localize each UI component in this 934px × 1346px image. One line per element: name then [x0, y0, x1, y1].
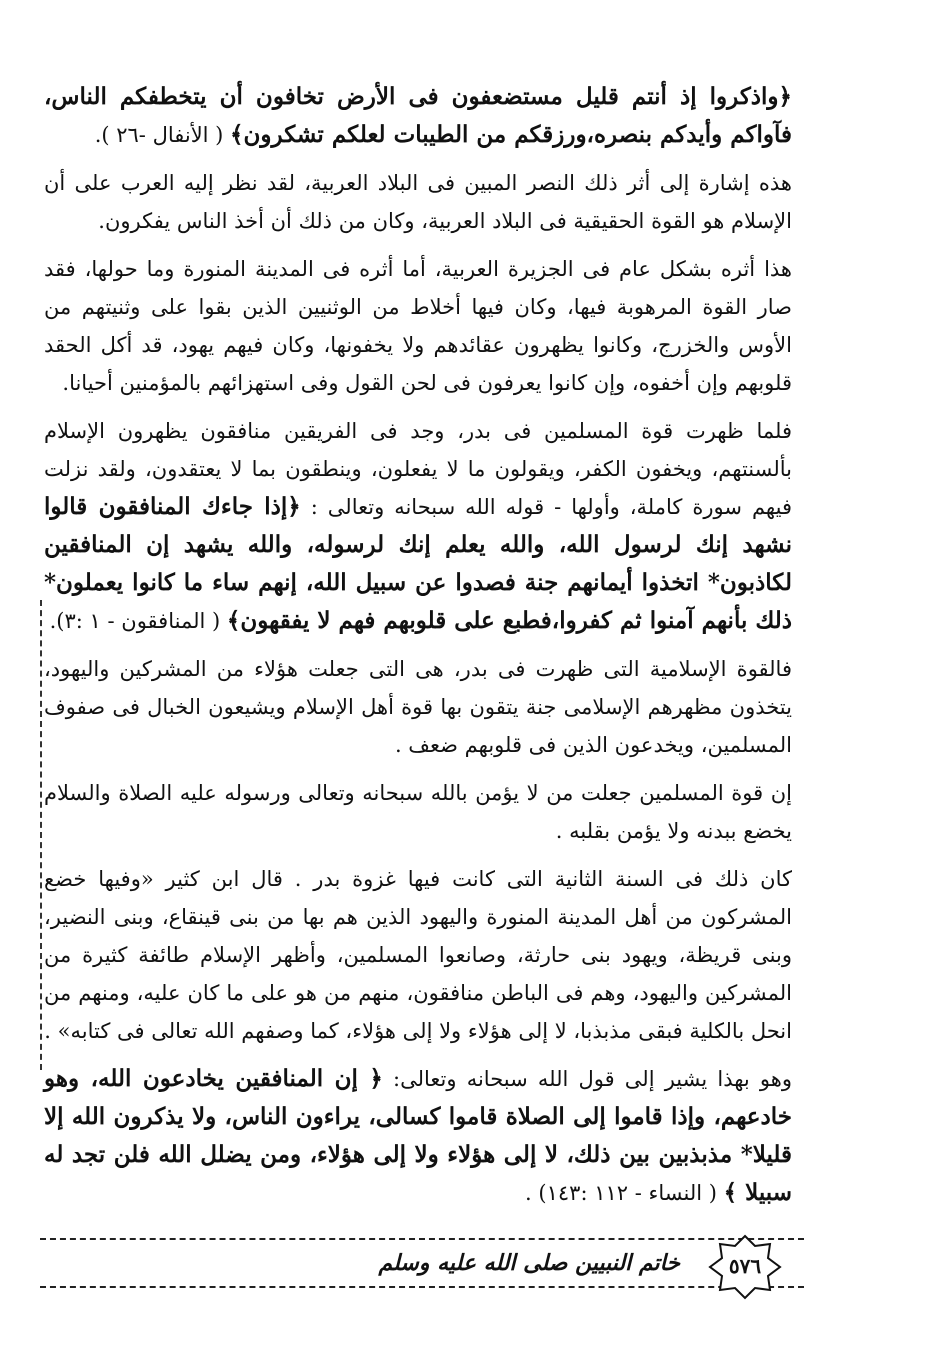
- paragraph-4: [44, 412, 792, 640]
- paragraph-text: وهو بهذا يشير إلى قول الله سبحانه وتعالى:: [382, 1067, 792, 1091]
- quran-verse: ﴿إذا جاءك المنافقون قالوا نشهد إنك لرسول الله، والله يعلم إنك لرسوله، والله يشهد إن المنافقين لكاذبون* اتخذوا أيمانهم جنة فصدوا عن سبيل الله، إنهم ساء ما كانوا يعملون* ذلك بأنهم آمنوا ثم كفروا،فطبع على قلوبهم فهم لا يفقهون﴾: [44, 493, 792, 634]
- verse-reference: ( المنافقون - ١ :٣).: [49, 609, 227, 633]
- footer-bottom-rule: [40, 1286, 804, 1288]
- page-footer: [40, 1228, 804, 1308]
- page-number: ٥٧٦: [728, 1254, 762, 1278]
- verse-reference: ( الأنفال -٢٦ ).: [94, 123, 231, 147]
- paragraph-3: هذا أثره بشكل عام فى الجزيرة العربية، أما أثره فى المدينة المنورة وما حولها، فقد صار القوة المرهوبة فيها، وكان فيها أخلاط من الوثنيين الذين بقوا على وثنيتهم من الأوس والخزرج، وكانوا يظهرون عقائدهم ولا يخفونها، وكان فيهم يهود، قد أكل الحقد قلوبهم وإن أخفوه، وإن كانوا يعرفون فى لحن القول وفى استهزائهم بالمؤمنين أحيانا.: [44, 257, 792, 395]
- verse-reference: ( النساء - ١١٢ :١٤٣) .: [525, 1181, 724, 1205]
- paragraph-2: هذه إشارة إلى أثر ذلك النصر المبين فى البلاد العربية، لقد نظر إليه العرب على أن الإسلام هو القوة الحقيقية فى البلاد العربية، وكان من ذلك أن أخذ الناس يفكرون.: [44, 171, 792, 233]
- quran-verse: ﴿ إن المنافقين يخادعون الله، وهو خادعهم، وإذا قاموا إلى الصلاة قاموا كسالى، يراءون الناس، ولا يذكرون الله إلا قليلا* مذبذبين بين ذلك، لا إلى هؤلاء ولا إلى هؤلاء، ومن يضلل الله فلن تجد له سبيلا ﴾: [44, 1065, 792, 1206]
- quran-verse: ﴿واذكروا إذ أنتم قليل مستضعفون فى الأرض تخافون أن يتخطفكم الناس، فآواكم وأيدكم بنصره،ورزقكم من الطيبات لعلكم تشكرون﴾: [44, 83, 792, 148]
- paragraph-6: إن قوة المسلمين جعلت من لا يؤمن بالله سبحانه وتعالى ورسوله عليه الصلاة والسلام يخضع ببدنه ولا يؤمن بقلبه .: [44, 781, 792, 843]
- page-body: [44, 78, 792, 1212]
- paragraph-7: كان ذلك فى السنة الثانية التى كانت فيها غزوة بدر . قال ابن كثير «وفيها خضع المشركون من أهل المدينة المنورة واليهود الذين هم بها من بنى قينقاع، وبنى النضير، وبنى قريظة، ويهود بنى حارثة، وصانعوا المسلمين، وأظهر الإسلام طائفة كثيرة من المشركين واليهود، وهم فى الباطن منافقون، منهم من هو على ما كان عليه، ومنهم من انحل بالكلية فبقى مذبذبا، لا إلى هؤلاء ولا إلى هؤلاء، كما وصفهم الله تعالى فى كتابه» .: [44, 867, 792, 1043]
- paragraph-5: فالقوة الإسلامية التى ظهرت فى بدر، هى التى جعلت هؤلاء من المشركين واليهود، يتخذون مظهرهم الإسلامى جنة يتقون بها قوة أهل الإسلام ويشيعون الخبال فى صفوف المسلمين، ويخدعون الذين فى قلوبهم ضعف .: [44, 657, 792, 757]
- paragraph-8: [44, 1060, 792, 1212]
- page-number-badge: [708, 1234, 782, 1300]
- margin-dashed-rule: [40, 600, 42, 1070]
- book-title: خاتم النبيين صلى الله عليه وسلم: [378, 1250, 680, 1276]
- paragraph-text: فلما ظهرت قوة المسلمين فى بدر، وجد فى الفريقين منافقون يظهرون الإسلام بألسنتهم، ويخفون الكفر، ويقولون ما لا يفعلون، وينطقون بما لا يعتقدون، ولقد نزلت فيهم سورة كاملة، وأولها - قوله الله سبحانه وتعالى :: [44, 419, 792, 519]
- footer-top-rule: [40, 1238, 804, 1240]
- paragraph-1: [44, 78, 792, 154]
